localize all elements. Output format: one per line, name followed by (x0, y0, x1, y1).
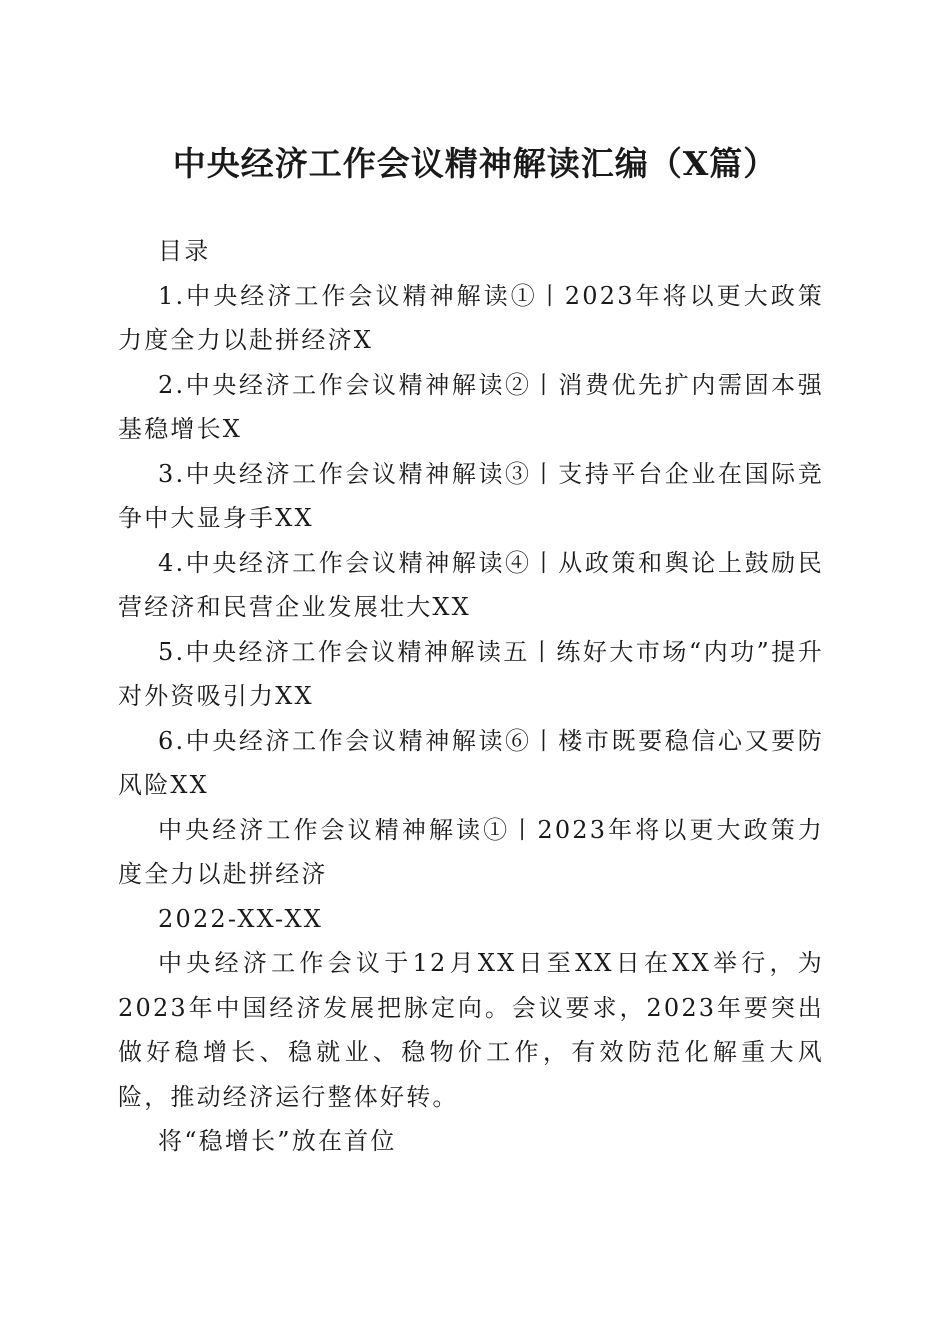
article-date: 2022-XX-XX (158, 904, 324, 933)
toc-item-6[interactable]: 6.中央经济工作会议精神解读⑥丨楼市既要稳信心又要防风险XX (118, 726, 824, 799)
toc-item-4[interactable]: 4.中央经济工作会议精神解读④丨从政策和舆论上鼓励民营经济和民营企业发展壮大XX (118, 548, 824, 621)
toc-item-2[interactable]: 2.中央经济工作会议精神解读②丨消费优先扩内需固本强基稳增长X (118, 370, 824, 443)
document-body (118, 229, 824, 1164)
document-title: 中央经济工作会议精神解读汇编（X篇） (172, 144, 778, 183)
toc-item-1[interactable]: 1.中央经济工作会议精神解读①丨2023年将以更大政策力度全力以赴拼经济X (118, 281, 824, 354)
article-title: 中央经济工作会议精神解读①丨2023年将以更大政策力度全力以赴拼经济 (118, 815, 824, 888)
section-heading: 将“稳增长”放在首位 (158, 1127, 397, 1155)
toc-item-3[interactable]: 3.中央经济工作会议精神解读③丨支持平台企业在国际竞争中大显身手XX (118, 459, 824, 532)
toc-item-5[interactable]: 5.中央经济工作会议精神解读五丨练好大市场“内功”提升对外资吸引力XX (118, 637, 824, 710)
toc-heading: 目录 (158, 237, 211, 265)
article-paragraph: 中央经济工作会议于12月XX日至XX日在XX举行，为2023年中国经济发展把脉定向。会议要求，2023年要突出做好稳增长、稳就业、稳物价工作，有效防范化解重大风险，推动经济运行整体好转。 (118, 949, 824, 1111)
